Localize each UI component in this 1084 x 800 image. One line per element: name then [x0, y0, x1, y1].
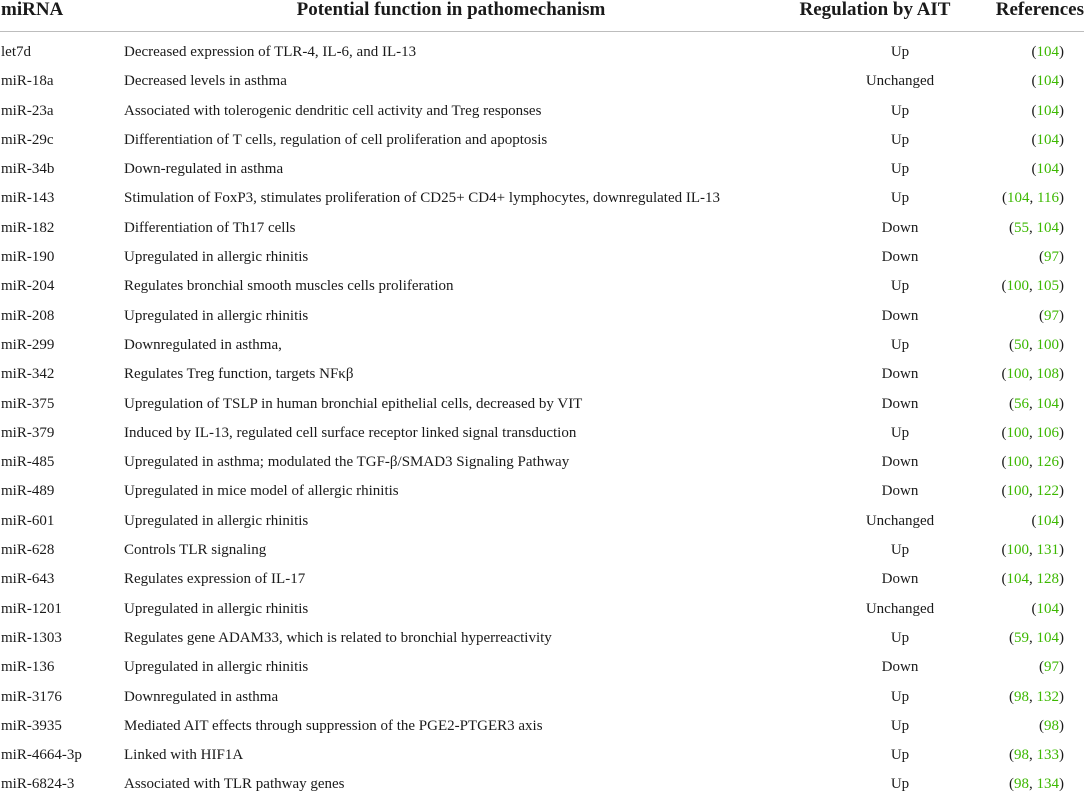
reference-link[interactable]: 98 [1014, 776, 1029, 793]
function-cell: Regulates Treg function, targets NFκβ [124, 366, 354, 383]
reference-link[interactable]: 131 [1036, 542, 1059, 559]
function-cell: Upregulated in mice model of allergic rhinitis [124, 483, 399, 500]
regulation-cell: Unchanged [865, 73, 935, 90]
function-cell: Mediated AIT effects through suppression of the PGE2-PTGER3 axis [124, 717, 543, 734]
mirna-cell: miR-34b [1, 161, 55, 178]
table-row [0, 32, 1084, 68]
reference-link[interactable]: 104 [1036, 395, 1059, 412]
references-cell: (50, 100) [1009, 336, 1064, 353]
header-row [0, 0, 1084, 32]
function-cell: Stimulation of FoxP3, stimulates proliferation of CD25+ CD4+ lymphocytes, downregulated IL-13 [124, 190, 721, 207]
table-body [0, 32, 1084, 800]
function-cell: Linked with HIF1A [124, 747, 244, 764]
references-cell: (104) [1031, 131, 1064, 148]
function-cell: Differentiation of Th17 cells [124, 219, 296, 236]
references-cell: (100, 131) [1001, 542, 1064, 559]
function-cell: Decreased expression of TLR-4, IL-6, and IL-13 [124, 44, 417, 60]
reference-link[interactable]: 100 [1006, 366, 1029, 383]
mirna-cell: miR-143 [1, 190, 55, 207]
references-cell: (100, 108) [1001, 366, 1064, 383]
table-row [0, 683, 1084, 712]
references-cell: (55, 104) [1009, 219, 1064, 236]
references-cell: (98, 132) [1009, 688, 1064, 705]
regulation-cell: Down [881, 307, 919, 324]
regulation-cell: Up [890, 424, 910, 441]
regulation-cell: Down [881, 249, 919, 266]
mirna-cell: miR-190 [1, 249, 55, 266]
references-cell: (98, 133) [1009, 747, 1064, 764]
function-cell: Induced by IL-13, regulated cell surface receptor linked signal transduction [124, 424, 577, 441]
table-row [0, 565, 1084, 594]
reference-link[interactable]: 104 [1036, 600, 1059, 617]
references-cell: (104) [1031, 512, 1064, 529]
reference-link[interactable]: 132 [1036, 688, 1059, 705]
reference-link[interactable]: 104 [1036, 73, 1059, 90]
reference-link[interactable]: 126 [1036, 454, 1059, 471]
function-cell: Decreased levels in asthma [124, 73, 287, 90]
reference-link[interactable]: 104 [1006, 571, 1029, 588]
regulation-cell: Up [890, 190, 910, 207]
table-row [0, 360, 1084, 389]
table-row [0, 214, 1084, 243]
table-row [0, 67, 1084, 96]
references-cell: (104, 128) [1001, 571, 1064, 588]
references-cell: (98) [1039, 717, 1064, 734]
regulation-cell: Unchanged [865, 512, 935, 529]
function-cell: Upregulated in allergic rhinitis [124, 659, 309, 676]
function-cell: Regulates bronchial smooth muscles cells proliferation [124, 278, 454, 295]
mirna-cell: miR-342 [1, 366, 55, 383]
reference-link[interactable]: 104 [1036, 44, 1059, 60]
table-row [0, 97, 1084, 126]
table-row [0, 126, 1084, 155]
reference-link[interactable]: 104 [1036, 131, 1059, 148]
references-cell: (97) [1039, 249, 1064, 266]
table-row [0, 595, 1084, 624]
header-references: References [970, 0, 1084, 32]
table-row [0, 653, 1084, 682]
reference-link[interactable]: 105 [1036, 278, 1059, 295]
reference-link[interactable]: 55 [1014, 219, 1029, 236]
table-row [0, 243, 1084, 272]
reference-link[interactable]: 100 [1036, 336, 1059, 353]
references-cell: (97) [1039, 307, 1064, 324]
regulation-cell: Down [881, 219, 919, 236]
reference-link[interactable]: 100 [1006, 483, 1029, 500]
regulation-cell: Up [890, 336, 910, 353]
table-row [0, 712, 1084, 741]
mirna-cell: miR-379 [1, 424, 55, 441]
mirna-cell: miR-489 [1, 483, 55, 500]
reference-link[interactable]: 59 [1014, 629, 1029, 646]
regulation-cell: Down [881, 659, 919, 676]
reference-link[interactable]: 98 [1014, 688, 1029, 705]
table-row [0, 302, 1084, 331]
references-cell: (100, 126) [1001, 454, 1064, 471]
reference-link[interactable]: 134 [1036, 776, 1059, 793]
function-cell: Controls TLR signaling [124, 542, 267, 559]
reference-link[interactable]: 97 [1044, 307, 1059, 324]
regulation-cell: Down [881, 366, 919, 383]
reference-link[interactable]: 104 [1036, 161, 1059, 178]
table-row [0, 390, 1084, 419]
references-cell: (104, 116) [1002, 190, 1064, 207]
function-cell: Downregulated in asthma [124, 688, 279, 705]
reference-link[interactable]: 98 [1044, 717, 1059, 734]
mirna-cell: miR-1201 [1, 600, 62, 617]
reference-link[interactable]: 100 [1006, 542, 1029, 559]
regulation-cell: Up [890, 102, 910, 119]
reference-link[interactable]: 104 [1036, 219, 1059, 236]
reference-link[interactable]: 50 [1014, 336, 1029, 353]
regulation-cell: Up [890, 776, 910, 793]
function-cell: Differentiation of T cells, regulation of cell proliferation and apoptosis [124, 131, 548, 148]
header-function: Potential function in pathomechanism [122, 0, 780, 32]
function-cell: Upregulated in allergic rhinitis [124, 249, 309, 266]
reference-link[interactable]: 97 [1044, 249, 1059, 266]
regulation-cell: Up [890, 278, 910, 295]
references-cell: (100, 122) [1001, 483, 1064, 500]
header-mirna: miRNA [0, 0, 122, 32]
reference-link[interactable]: 104 [1036, 512, 1059, 529]
references-cell: (104) [1031, 600, 1064, 617]
regulation-cell: Unchanged [865, 600, 935, 617]
references-cell: (59, 104) [1009, 629, 1064, 646]
mirna-cell: miR-3935 [1, 717, 62, 734]
function-cell: Down-regulated in asthma [124, 161, 284, 178]
mirna-cell: miR-182 [1, 219, 55, 236]
table-row [0, 419, 1084, 448]
reference-link[interactable]: 100 [1006, 454, 1029, 471]
function-cell: Upregulated in allergic rhinitis [124, 600, 309, 617]
function-cell: Upregulated in allergic rhinitis [124, 512, 309, 529]
reference-link[interactable]: 122 [1036, 483, 1059, 500]
references-cell: (104) [1031, 161, 1064, 178]
reference-link[interactable]: 133 [1036, 747, 1059, 764]
reference-link[interactable]: 104 [1007, 190, 1030, 207]
header-regulation: Regulation by AIT [780, 0, 970, 32]
table-row [0, 770, 1084, 799]
regulation-cell: Up [890, 542, 910, 559]
table-row [0, 477, 1084, 506]
mirna-cell: miR-208 [1, 307, 55, 324]
references-cell: (100, 106) [1001, 424, 1064, 441]
mirna-cell: miR-485 [1, 454, 55, 471]
regulation-cell: Down [881, 454, 919, 471]
references-cell: (56, 104) [1009, 395, 1064, 412]
regulation-cell: Up [890, 688, 910, 705]
table-row [0, 448, 1084, 477]
table-row [0, 536, 1084, 565]
mirna-cell: miR-136 [1, 659, 55, 676]
function-cell: Regulates gene ADAM33, which is related to bronchial hyperreactivity [124, 629, 552, 646]
table-row [0, 741, 1084, 770]
table-row [0, 507, 1084, 536]
references-cell: (98, 134) [1009, 776, 1064, 793]
table-row [0, 155, 1084, 184]
function-cell: Downregulated in asthma, [124, 336, 282, 353]
function-cell: Regulates expression of IL-17 [124, 571, 306, 588]
reference-link[interactable]: 128 [1036, 571, 1059, 588]
reference-link[interactable]: 108 [1036, 366, 1059, 383]
reference-link[interactable]: 104 [1036, 629, 1059, 646]
mirna-cell: let7d [1, 44, 31, 60]
mirna-cell: miR-643 [1, 571, 55, 588]
reference-link[interactable]: 106 [1036, 424, 1059, 441]
reference-link[interactable]: 97 [1044, 659, 1059, 676]
function-cell: Associated with tolerogenic dendritic cell activity and Treg responses [124, 102, 542, 119]
reference-link[interactable]: 100 [1006, 424, 1029, 441]
regulation-cell: Up [890, 131, 910, 148]
regulation-cell: Up [890, 161, 910, 178]
references-cell: (100, 105) [1001, 278, 1064, 295]
mirna-cell: miR-375 [1, 395, 55, 412]
reference-link[interactable]: 100 [1006, 278, 1029, 295]
table-row [0, 331, 1084, 360]
mirna-cell: miR-3176 [1, 688, 62, 705]
references-cell: (104) [1031, 102, 1064, 119]
mirna-cell: miR-29c [1, 131, 54, 148]
function-cell: Associated with TLR pathway genes [124, 776, 345, 793]
mirna-cell: miR-6824-3 [1, 776, 75, 793]
table-row [0, 624, 1084, 653]
regulation-cell: Up [890, 717, 910, 734]
references-cell: (97) [1039, 659, 1064, 676]
mirna-cell: miR-4664-3p [1, 747, 82, 764]
mirna-cell: miR-1303 [1, 629, 62, 646]
regulation-cell: Up [890, 629, 910, 646]
regulation-cell: Up [890, 747, 910, 764]
regulation-cell: Down [881, 483, 919, 500]
function-cell: Upregulated in asthma; modulated the TGF-β/SMAD3 Signaling Pathway [124, 454, 570, 471]
table-row [0, 272, 1084, 301]
regulation-cell: Up [890, 44, 910, 60]
reference-link[interactable]: 104 [1036, 102, 1059, 119]
references-cell: (104) [1031, 73, 1064, 90]
mirna-cell: miR-601 [1, 512, 55, 529]
function-cell: Upregulation of TSLP in human bronchial epithelial cells, decreased by VIT [124, 395, 583, 412]
references-cell: (104) [1031, 44, 1064, 60]
regulation-cell: Down [881, 571, 919, 588]
regulation-cell: Down [881, 395, 919, 412]
table-row [0, 184, 1084, 213]
mirna-cell: miR-628 [1, 542, 55, 559]
mirna-cell: miR-204 [1, 278, 55, 295]
reference-link[interactable]: 116 [1037, 190, 1059, 207]
mirna-cell: miR-299 [1, 336, 55, 353]
mirna-cell: miR-18a [1, 73, 54, 90]
mirna-cell: miR-23a [1, 102, 54, 119]
function-cell: Upregulated in allergic rhinitis [124, 307, 309, 324]
reference-link[interactable]: 98 [1014, 747, 1029, 764]
reference-link[interactable]: 56 [1014, 395, 1029, 412]
